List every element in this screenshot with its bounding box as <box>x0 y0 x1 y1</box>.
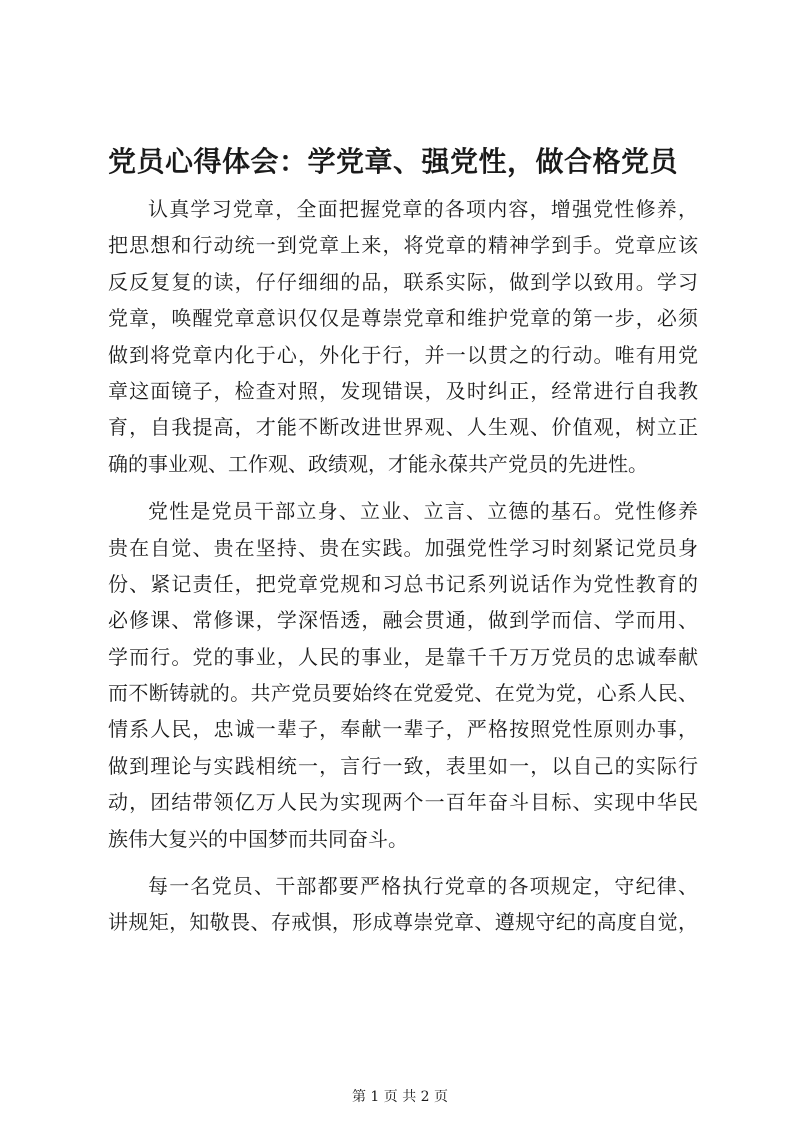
paragraph-2 <box>108 493 698 857</box>
text-line: 做到理论与实践相统一，言行一致，表里如一，以自己的实际行 <box>108 753 698 778</box>
text-line: 做到将党章内化于心，外化于行，并一以贯之的行动。唯有用党 <box>108 342 698 367</box>
text-line: 份、紧记责任，把党章党规和习总书记系列说话作为党性教育的 <box>108 571 698 596</box>
text-line: 育，自我提高，才能不断改进世界观、人生观、价值观，树立正 <box>108 415 698 440</box>
text-line: 确的事业观、工作观、政绩观，才能永葆共产党员的先进性。 <box>108 451 648 476</box>
text-line: 反反复复的读，仔仔细细的品，联系实际，做到学以致用。学习 <box>108 269 698 294</box>
paragraph-3 <box>108 868 698 941</box>
text-line: 族伟大复兴的中国梦而共同奋斗。 <box>108 826 408 851</box>
text-line: 把思想和行动统一到党章上来，将党章的精神学到手。党章应该 <box>108 233 698 258</box>
text-line: 党章，唤醒党章意识仅仅是尊崇党章和维护党章的第一步，必须 <box>108 306 698 331</box>
text-line: 每一名党员、干部都要严格执行党章的各项规定，守纪律、 <box>148 874 698 899</box>
text-line: 章这面镜子，检查对照，发现错误，及时纠正，经常进行自我教 <box>108 378 698 403</box>
document-title: 党员心得体会：学党章、强党性，做合格党员 <box>108 145 679 178</box>
text-line: 必修课、常修课，学深悟透，融会贯通，做到学而信、学而用、 <box>108 608 698 633</box>
text-line: 党性是党员干部立身、立业、立言、立德的基石。党性修养 <box>148 499 698 524</box>
paragraph-1 <box>108 191 698 482</box>
text-line: 贵在自觉、贵在坚持、贵在实践。加强党性学习时刻紧记党员身 <box>108 535 698 560</box>
text-line: 认真学习党章，全面把握党章的各项内容，增强党性修养， <box>148 197 698 221</box>
text-line: 动，团结带领亿万人民为实现两个一百年奋斗目标、实现中华民 <box>108 790 698 815</box>
text-line: 讲规矩，知敬畏、存戒惧，形成尊崇党章、遵规守纪的高度自觉， <box>108 910 698 935</box>
text-line: 学而行。党的事业，人民的事业，是靠千千万万党员的忠诚奉献 <box>108 644 698 669</box>
page-footer: 第 1 页 共 2 页 <box>351 1089 449 1105</box>
text-line: 情系人民，忠诚一辈子，奉献一辈子，严格按照党性原则办事， <box>108 717 698 742</box>
document-body <box>108 191 698 952</box>
text-line: 而不断铸就的。共产党员要始终在党爱党、在党为党，心系人民、 <box>108 681 698 706</box>
